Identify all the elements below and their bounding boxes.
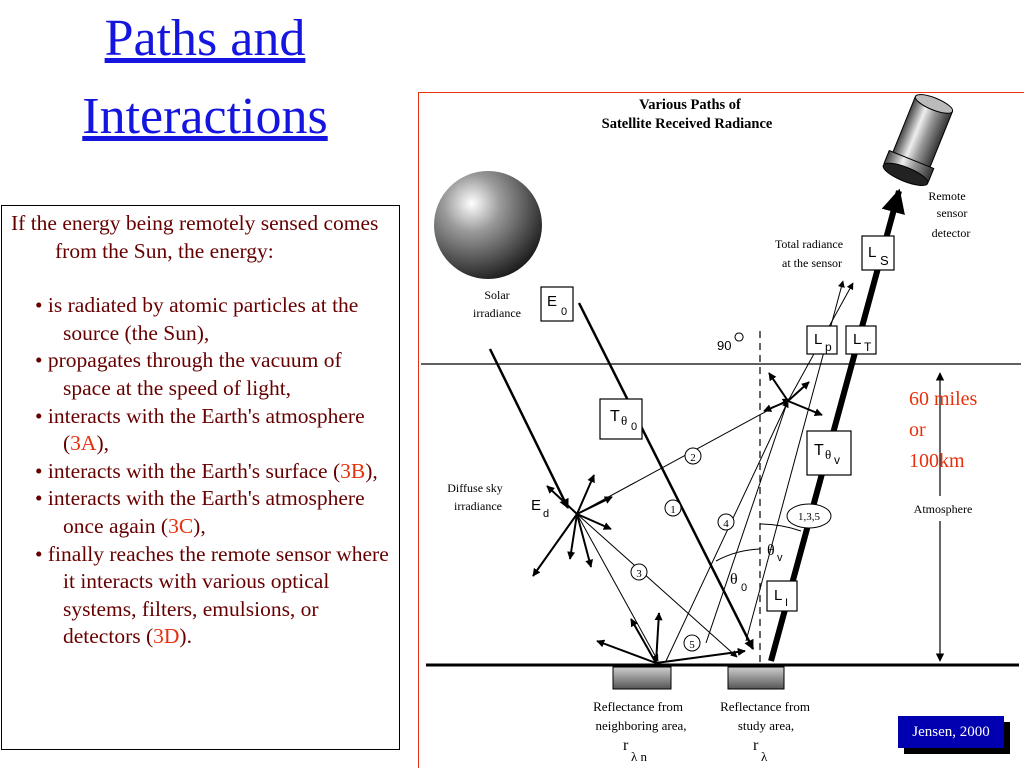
bullet-text: • finally reaches the remote sensor where it interacts with various optical systems, filters, emulsions, or detectors (	[35, 541, 389, 649]
distance-label-1: 60 miles	[909, 388, 978, 410]
diagram-title-1: Various Paths of	[639, 97, 741, 113]
distance-label-3: 100km	[909, 450, 965, 472]
bullet-text: • interacts with the Earth's surface (	[35, 458, 341, 483]
theta-0-label: θ	[730, 571, 738, 588]
solar-label-1: Solar	[484, 288, 510, 302]
bullet-text-end: ),	[365, 458, 378, 483]
intro-text: If the energy being remotely sensed comes from the Sun, the energy:	[11, 211, 379, 263]
bullet-text: • interacts with the Earth's atmosphere (	[35, 403, 365, 456]
lt-label: L	[853, 331, 862, 348]
study-reflectance-label-2: study area,	[737, 718, 795, 733]
direct-solar-path	[579, 303, 753, 649]
diagram-svg	[419, 93, 1024, 769]
path-number-1: 1	[670, 504, 676, 516]
t0-theta: θ	[621, 413, 628, 428]
reference-3c: 3C	[168, 513, 194, 538]
remote-sensor-icon	[881, 93, 959, 190]
theta-0-subscript: 0	[741, 582, 748, 594]
bullet-item	[11, 403, 393, 458]
t0-subscript: 0	[631, 421, 638, 433]
study-r-subscript: λ	[761, 749, 768, 764]
credit-badge: Jensen, 2000	[898, 716, 1004, 748]
li-label: L	[774, 587, 783, 604]
e0-label: E	[547, 293, 558, 310]
bullet-text: • propagates through the vacuum of space at the speed of light,	[35, 348, 342, 400]
degree-symbol	[735, 333, 743, 341]
diagram-title-2: Satellite Received Radiance	[601, 116, 773, 132]
neighbor-reflectance-label-1: Reflectance from	[593, 699, 683, 714]
neighbor-reflection-arrows	[597, 613, 745, 663]
lp-label: L	[814, 331, 823, 348]
study-reflectance-label-1: Reflectance from	[720, 699, 810, 714]
bullet-item	[11, 292, 393, 347]
reference-3d: 3D	[153, 624, 180, 649]
study-area-patch	[728, 667, 784, 689]
text-box	[1, 205, 400, 750]
path-number-5: 5	[689, 639, 695, 651]
reference-3b: 3B	[340, 458, 366, 483]
bullet-text-end: ).	[179, 624, 192, 649]
path-radiance-scatter-arrows	[764, 373, 822, 415]
radiance-paths-diagram	[418, 92, 1024, 768]
symbol-boxes	[541, 236, 894, 611]
theta-0-arc	[716, 549, 760, 561]
ls-subscript: S	[880, 253, 889, 268]
tv-subscript: v	[834, 453, 840, 467]
sensor-label-3: detector	[931, 226, 971, 240]
bullet-text-end: ),	[96, 431, 109, 456]
sensor-label-1: Remote	[928, 189, 966, 203]
total-radiance-label-1: Total radiance	[774, 237, 844, 251]
neighbor-r-symbol: r	[623, 737, 629, 754]
slide-title	[0, 0, 410, 156]
bullet-text: • is radiated by atomic particles at the source (the Sun),	[35, 293, 359, 345]
theta-v-label: θ	[767, 542, 775, 559]
ls-label: L	[868, 244, 877, 261]
ed-subscript: d	[543, 508, 550, 520]
t0-label: T	[610, 408, 620, 425]
tv-label: T	[814, 442, 824, 459]
neighboring-area-patch	[613, 667, 671, 689]
lp-subscript: p	[825, 340, 832, 354]
title-line-1: Paths and	[104, 10, 306, 67]
total-radiance-label-2: at the sensor	[782, 256, 842, 270]
path-number-2: 2	[690, 452, 696, 464]
path-number-4: 4	[723, 518, 729, 530]
diffuse-scatter-arrows	[533, 475, 612, 576]
diffuse-label-2: irradiance	[454, 499, 502, 513]
lt-subscript: T	[864, 340, 872, 354]
study-r-symbol: r	[753, 737, 759, 754]
distance-label-2: or	[909, 419, 926, 441]
angle-90-label: 90	[717, 338, 732, 353]
e0-subscript: 0	[561, 306, 568, 318]
tv-theta: θ	[825, 447, 832, 462]
path-number-135: 1,3,5	[798, 511, 820, 523]
spacer	[11, 265, 393, 292]
theta-v-subscript: v	[777, 552, 783, 564]
title-line-2: Interactions	[82, 88, 328, 145]
sensor-label-2: sensor	[936, 206, 968, 220]
bullet-item	[11, 541, 393, 651]
diffuse-label-1: Diffuse sky	[447, 481, 503, 495]
bullet-item	[11, 485, 393, 540]
bullet-item	[11, 458, 393, 486]
neighbor-r-subscript: λ n	[631, 749, 648, 764]
atmosphere-label: Atmosphere	[913, 502, 973, 516]
solar-label-2: irradiance	[473, 306, 521, 320]
li-subscript: I	[785, 597, 789, 609]
path-number-3: 3	[636, 568, 642, 580]
sun-icon	[434, 171, 542, 279]
bullet-text-end: ),	[193, 513, 206, 538]
reference-3a: 3A	[70, 431, 97, 456]
neighbor-reflectance-label-2: neighboring area,	[595, 718, 687, 733]
bullet-item	[11, 347, 393, 402]
ed-label: E	[531, 497, 542, 514]
bullet-text: • interacts with the Earth's atmosphere once again (	[35, 486, 365, 538]
